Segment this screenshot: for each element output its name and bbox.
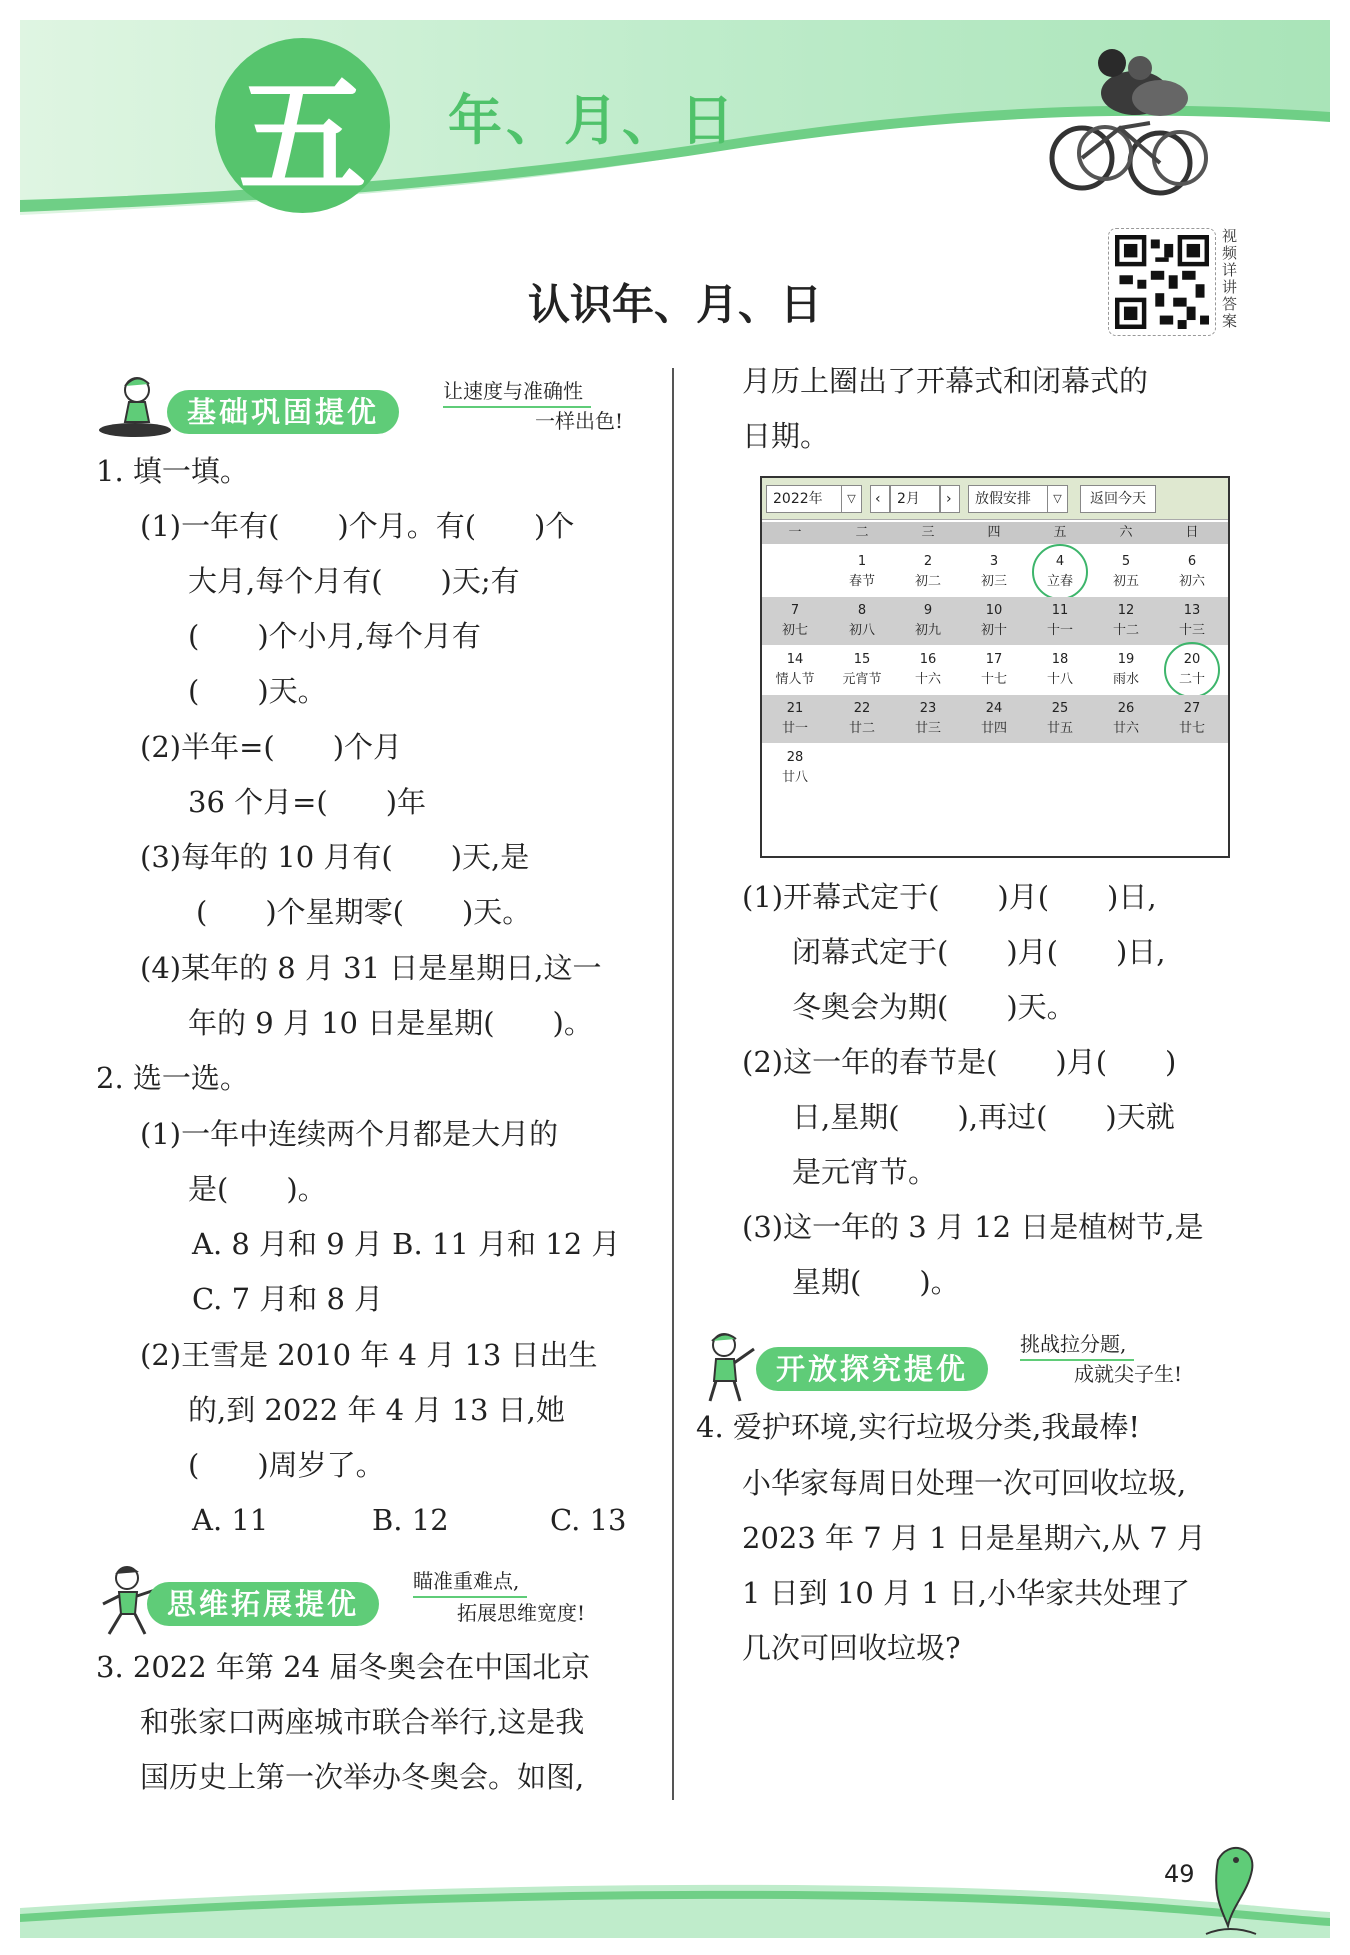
weekday-label: 一 xyxy=(788,525,802,540)
question-3-sub: 星期( )。 xyxy=(792,1265,960,1299)
q1-line: (4)某年的 8 月 31 日是星期日,这一 xyxy=(140,951,602,985)
chevron-down-icon: ▽ xyxy=(1047,486,1067,512)
banner-slogan-line1: 瞄准重难点, xyxy=(413,1566,527,1598)
question-1-heading: 1. 填一填。 xyxy=(96,454,249,488)
weekday-header xyxy=(762,522,1228,544)
calendar-day-24[interactable] xyxy=(964,695,1024,743)
question-4-line: 4. 爱护环境,实行垃圾分类,我最棒! xyxy=(696,1410,1140,1444)
lunar-label: 春节 xyxy=(848,574,875,589)
calendar-week-row xyxy=(762,744,1228,792)
highlight-circle xyxy=(1032,544,1088,600)
calendar-day-7[interactable] xyxy=(765,597,825,645)
lunar-label: 廿一 xyxy=(781,721,808,736)
calendar-day-2[interactable] xyxy=(898,548,958,596)
question-3-sub: (2)这一年的春节是( )月( ) xyxy=(742,1045,1177,1079)
chapter-title: 年、月、日 xyxy=(448,89,738,152)
lunar-label: 十三 xyxy=(1178,623,1205,638)
weekday-label: 四 xyxy=(987,525,1001,540)
q1-line: ( )天。 xyxy=(188,674,327,708)
q1-line: (3)每年的 10 月有( )天,是 xyxy=(140,840,530,874)
day-number: 19 xyxy=(1117,652,1135,667)
calendar-day-20[interactable] xyxy=(1162,646,1222,694)
weekday-label: 日 xyxy=(1185,525,1199,540)
skateboard-mascot-icon xyxy=(95,372,175,442)
q2-option-line: A. 8 月和 9 月 B. 11 月和 12 月 xyxy=(192,1227,621,1261)
back-to-today-label: 返回今天 xyxy=(1090,491,1146,507)
q1-line: ( )个星期零( )天。 xyxy=(196,895,532,929)
question-4-line: 小华家每周日处理一次可回收垃圾, xyxy=(742,1466,1187,1500)
question-4-line: 1 日到 10 月 1 日,小华家共处理了 xyxy=(742,1576,1191,1610)
calendar-day-23[interactable] xyxy=(898,695,958,743)
q2-line: (2)王雪是 2010 年 4 月 13 日出生 xyxy=(140,1338,598,1372)
banner-label: 开放探究提优 xyxy=(756,1347,988,1391)
banner-slogan-line1: 让速度与准确性 xyxy=(443,376,591,408)
weekday-label: 二 xyxy=(855,525,869,540)
q1-line: 大月,每个月有( )天;有 xyxy=(188,564,520,598)
day-number: 3 xyxy=(989,554,999,569)
day-number: 23 xyxy=(919,701,937,716)
chapter-number-badge: 五 xyxy=(215,38,390,213)
holiday-value: 放假安排 xyxy=(975,491,1031,507)
calendar-day-5[interactable] xyxy=(1096,548,1156,596)
banner-slogan-line2: 成就尖子生! xyxy=(1074,1362,1183,1386)
question-3-sub: (1)开幕式定于( )月( )日, xyxy=(742,880,1157,914)
calendar-day-26[interactable] xyxy=(1096,695,1156,743)
holiday-select[interactable] xyxy=(968,485,1068,513)
q2-option-a: A. 11 xyxy=(192,1503,269,1537)
column-divider xyxy=(672,368,674,1800)
day-number: 26 xyxy=(1117,701,1135,716)
month-value: 2月 xyxy=(897,491,920,507)
qr-caption: 视频详讲答案 xyxy=(1222,227,1238,330)
year-select[interactable] xyxy=(766,485,862,513)
calendar-day-4[interactable] xyxy=(1030,548,1090,596)
calendar-week-row xyxy=(762,695,1228,743)
mascot-icon xyxy=(694,1329,764,1405)
page-number: 49 xyxy=(1164,1860,1195,1888)
banner-slogan-line2: 拓展思维宽度! xyxy=(457,1601,586,1625)
footer-band xyxy=(20,1868,1330,1938)
lunar-label: 情人节 xyxy=(775,672,815,687)
lunar-label: 初七 xyxy=(781,623,808,638)
day-number: 1 xyxy=(857,554,867,569)
dolphin-icon xyxy=(1198,1840,1262,1940)
calendar-widget xyxy=(760,476,1230,858)
lunar-label: 十六 xyxy=(914,672,941,687)
banner-slogan-line2: 一样出色! xyxy=(535,409,624,433)
lunar-label: 廿五 xyxy=(1046,721,1073,736)
day-number: 6 xyxy=(1187,554,1197,569)
back-to-today-button[interactable] xyxy=(1080,485,1156,513)
calendar-day-13[interactable] xyxy=(1162,597,1222,645)
calendar-day-17[interactable] xyxy=(964,646,1024,694)
lunar-label: 廿六 xyxy=(1112,721,1139,736)
lunar-label: 初九 xyxy=(914,623,941,638)
day-number: 18 xyxy=(1051,652,1069,667)
day-number: 21 xyxy=(786,701,804,716)
highlight-circle xyxy=(1164,642,1220,698)
lunar-label: 廿八 xyxy=(781,770,808,785)
day-number: 11 xyxy=(1051,603,1069,618)
q2-line: 的,到 2022 年 4 月 13 日,她 xyxy=(188,1393,565,1427)
day-number: 8 xyxy=(857,603,867,618)
lunar-label: 廿七 xyxy=(1178,721,1205,736)
day-number: 14 xyxy=(786,652,804,667)
day-number: 13 xyxy=(1183,603,1201,618)
banner-slogan-line1: 挑战拉分题, xyxy=(1020,1329,1134,1361)
cyclists-illustration xyxy=(1040,38,1210,208)
question-4-line: 2023 年 7 月 1 日是星期六,从 7 月 xyxy=(742,1521,1206,1555)
lunar-label: 十二 xyxy=(1112,623,1139,638)
calendar-day-11[interactable] xyxy=(1030,597,1090,645)
calendar-day-6[interactable] xyxy=(1162,548,1222,596)
q1-line: (1)一年有( )个月。有( )个 xyxy=(140,509,575,543)
q1-line: 年的 9 月 10 日是星期( )。 xyxy=(188,1006,593,1040)
banner-label: 思维拓展提优 xyxy=(147,1582,379,1626)
day-number: 5 xyxy=(1121,554,1131,569)
weekday-label: 五 xyxy=(1053,525,1067,540)
day-number: 12 xyxy=(1117,603,1135,618)
day-number: 24 xyxy=(985,701,1003,716)
question-3-line: 3. 2022 年第 24 届冬奥会在中国北京 xyxy=(96,1650,591,1684)
calendar-day-22[interactable] xyxy=(832,695,892,743)
lunar-label: 雨水 xyxy=(1112,672,1139,687)
question-3-sub: 冬奥会为期( )天。 xyxy=(792,990,1076,1024)
day-number: 7 xyxy=(790,603,800,618)
question-3-line: 日期。 xyxy=(742,419,830,453)
calendar-day-3[interactable] xyxy=(964,548,1024,596)
calendar-day-15[interactable] xyxy=(832,646,892,694)
q1-line: 36 个月=( )年 xyxy=(188,785,427,819)
day-number: 10 xyxy=(985,603,1003,618)
q2-option-b: B. 12 xyxy=(372,1503,449,1537)
question-3-line: 国历史上第一次举办冬奥会。如图, xyxy=(140,1760,585,1794)
banner-open xyxy=(694,1325,1254,1403)
day-number: 4 xyxy=(1055,554,1065,569)
question-2-heading: 2. 选一选。 xyxy=(96,1061,249,1095)
calendar-day-1[interactable] xyxy=(832,548,892,596)
lunar-label: 元宵节 xyxy=(842,672,882,687)
chevron-down-icon: ▽ xyxy=(841,486,861,512)
lunar-label: 十七 xyxy=(980,672,1007,687)
day-number: 22 xyxy=(853,701,871,716)
lunar-label: 初六 xyxy=(1178,574,1205,589)
lunar-label: 廿四 xyxy=(980,721,1007,736)
day-number: 25 xyxy=(1051,701,1069,716)
weekday-label: 六 xyxy=(1119,525,1133,540)
q1-line: (2)半年=( )个月 xyxy=(140,730,403,764)
lunar-label: 廿二 xyxy=(848,721,875,736)
q2-line: 是( )。 xyxy=(188,1172,327,1206)
q2-option-c: C. 13 xyxy=(550,1503,627,1537)
year-value: 2022年 xyxy=(773,491,823,507)
question-3-line: 月历上圈出了开幕式和闭幕式的 xyxy=(742,364,1149,398)
calendar-day-10[interactable] xyxy=(964,597,1024,645)
day-number: 16 xyxy=(919,652,937,667)
section-title: 认识年、月、日 xyxy=(527,280,822,329)
banner-thinking xyxy=(95,1560,665,1638)
day-number: 15 xyxy=(853,652,871,667)
calendar-day-8[interactable] xyxy=(832,597,892,645)
banner-label: 基础巩固提优 xyxy=(167,390,399,434)
q1-line: ( )个小月,每个月有 xyxy=(188,619,481,653)
calendar-day-27[interactable] xyxy=(1162,695,1222,743)
calendar-week-row xyxy=(762,597,1228,645)
calendar-day-28[interactable] xyxy=(765,744,825,792)
lunar-label: 初八 xyxy=(848,623,875,638)
lunar-label: 初二 xyxy=(914,574,941,589)
lunar-label: 十八 xyxy=(1046,672,1073,687)
weekday-label: 三 xyxy=(921,525,935,540)
question-3-sub: (3)这一年的 3 月 12 日是植树节,是 xyxy=(742,1210,1204,1244)
day-number: 27 xyxy=(1183,701,1201,716)
day-number: 20 xyxy=(1183,652,1201,667)
question-4-line: 几次可回收垃圾? xyxy=(742,1631,961,1665)
calendar-week-row xyxy=(762,646,1228,694)
lunar-label: 初十 xyxy=(980,623,1007,638)
lunar-label: 廿三 xyxy=(914,721,941,736)
prev-month-button[interactable]: ‹ xyxy=(870,485,890,513)
day-number: 17 xyxy=(985,652,1003,667)
calendar-day-21[interactable] xyxy=(765,695,825,743)
calendar-day-16[interactable] xyxy=(898,646,958,694)
lunar-label: 十一 xyxy=(1046,623,1073,638)
question-3-sub: 日,星期( ),再过( )天就 xyxy=(792,1100,1175,1134)
lunar-label: 初五 xyxy=(1112,574,1139,589)
month-select[interactable] xyxy=(890,485,940,513)
question-3-line: 和张家口两座城市联合举行,这是我 xyxy=(140,1705,585,1739)
q2-line: (1)一年中连续两个月都是大月的 xyxy=(140,1117,559,1151)
day-number: 9 xyxy=(923,603,933,618)
calendar-toolbar xyxy=(762,478,1228,520)
question-3-sub: 是元宵节。 xyxy=(792,1155,938,1189)
next-month-button[interactable]: › xyxy=(940,485,960,513)
lunar-label: 立春 xyxy=(1046,574,1073,589)
calendar-day-25[interactable] xyxy=(1030,695,1090,743)
calendar-week-row xyxy=(762,548,1228,596)
calendar-day-14[interactable] xyxy=(765,646,825,694)
question-3-sub: 闭幕式定于( )月( )日, xyxy=(792,935,1166,969)
day-number: 28 xyxy=(786,750,804,765)
calendar-day-18[interactable] xyxy=(1030,646,1090,694)
calendar-day-9[interactable] xyxy=(898,597,958,645)
lunar-label: 二十 xyxy=(1178,672,1205,687)
calendar-day-19[interactable] xyxy=(1096,646,1156,694)
q2-line: ( )周岁了。 xyxy=(188,1448,385,1482)
day-number: 2 xyxy=(923,554,933,569)
q2-option-line: C. 7 月和 8 月 xyxy=(192,1282,384,1316)
lunar-label: 初三 xyxy=(980,574,1007,589)
calendar-day-12[interactable] xyxy=(1096,597,1156,645)
banner-basic xyxy=(95,368,665,446)
